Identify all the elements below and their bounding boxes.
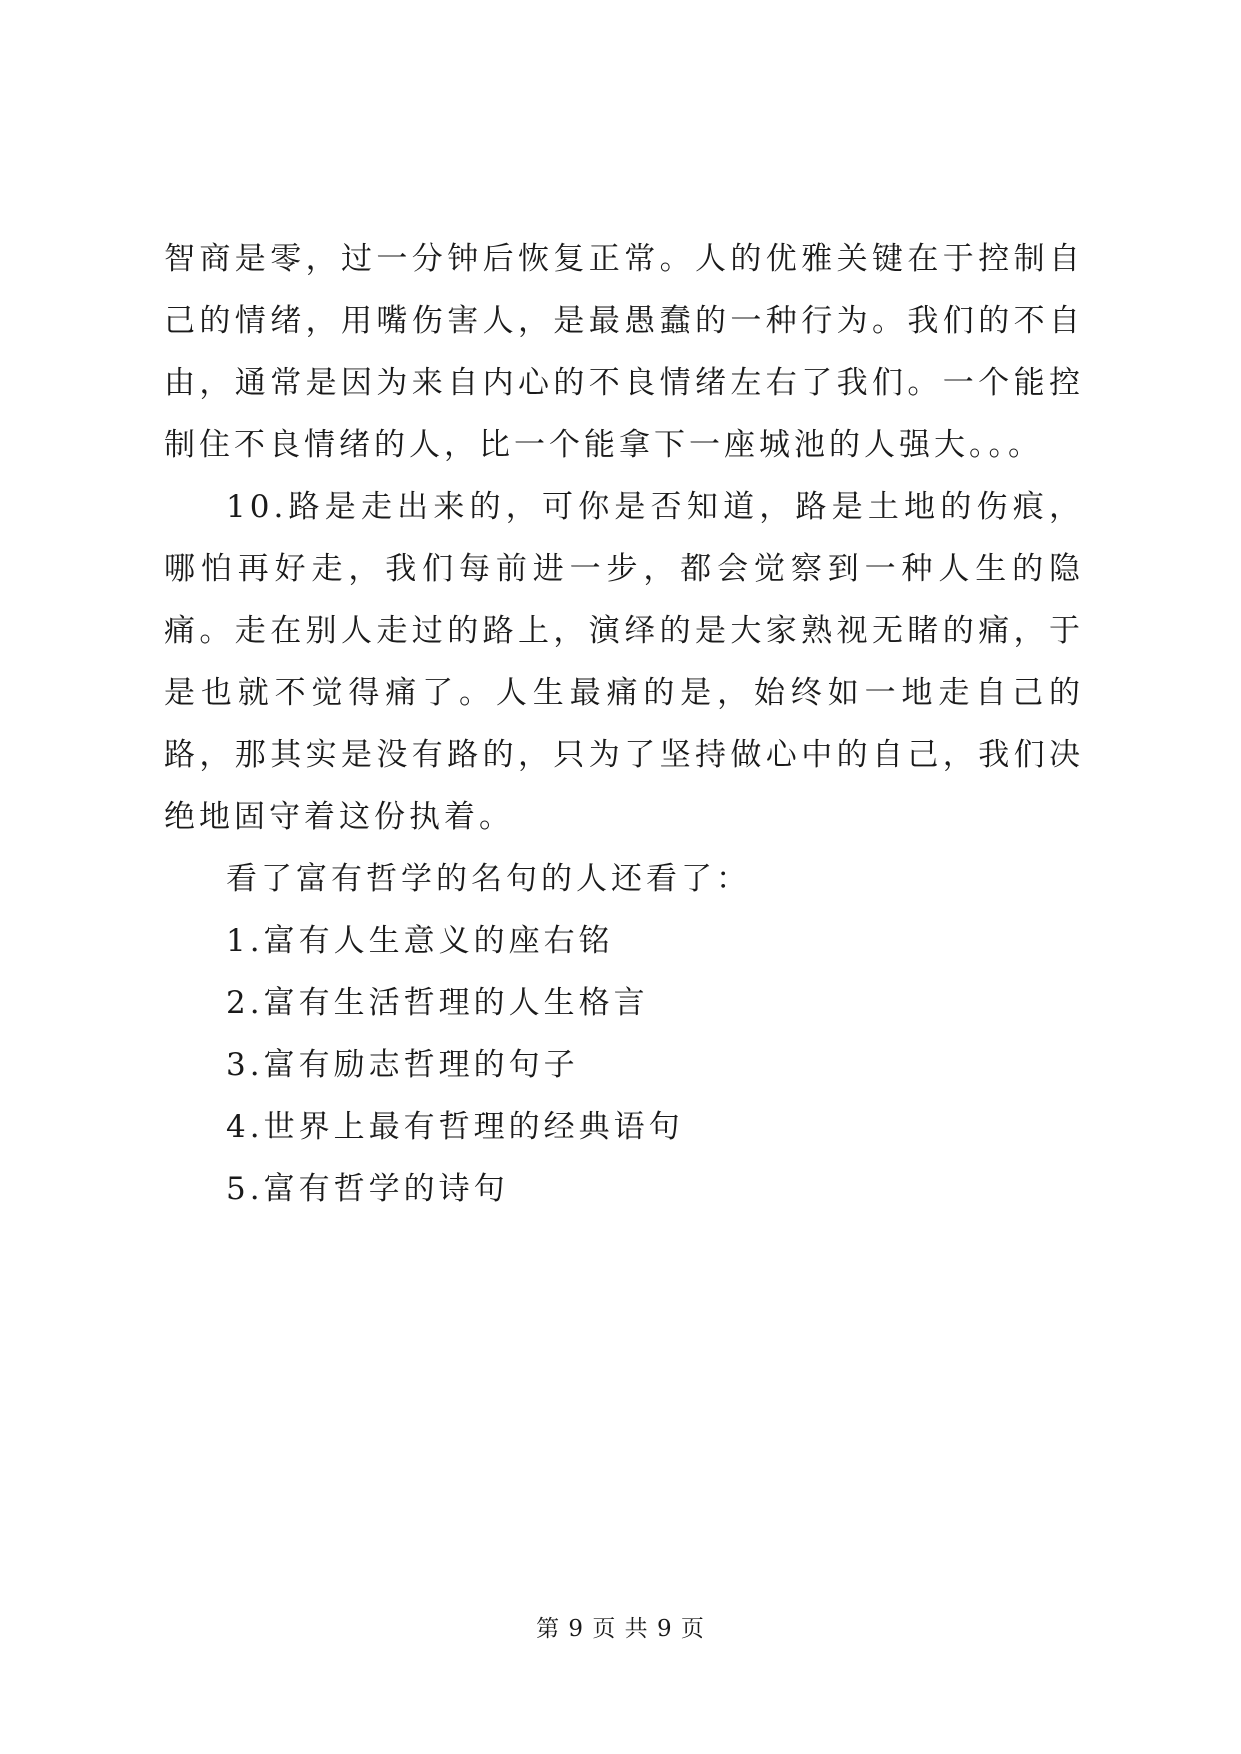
related-link-2[interactable]: 2.富有生活哲理的人生格言 bbox=[226, 985, 649, 1021]
related-link-4[interactable]: 4.世界上最有哲理的经典语句 bbox=[226, 1109, 684, 1145]
related-intro: 看了富有哲学的名句的人还看了： bbox=[226, 861, 751, 897]
page-indicator: 第 9 页 共 9 页 bbox=[536, 1616, 705, 1642]
related-link-3[interactable]: 3.富有励志哲理的句子 bbox=[226, 1047, 579, 1083]
related-link-5[interactable]: 5.富有哲学的诗句 bbox=[226, 1171, 509, 1207]
document-body bbox=[164, 228, 1084, 1220]
paragraph-10: 10.路是走出来的，可你是否知道，路是土地的伤痕，哪怕再好走，我们每前进一步，都会觉察到一种人生的隐痛。走在别人走过的路上，演绎的是大家熟视无睹的痛，于是也就不觉得痛了。人生最痛的是，始终如一地走自己的路，那其实是没有路的，只为了坚持做心中的自己，我们决绝地固守着这份执着。 bbox=[164, 489, 1084, 835]
paragraph-continued: 智商是零，过一分钟后恢复正常。人的优雅关键在于控制自己的情绪，用嘴伤害人，是最愚蠢的一种行为。我们的不自由，通常是因为来自内心的不良情绪左右了我们。一个能控制住不良情绪的人，比一个能拿下一座城池的人强大。。。 bbox=[164, 241, 1084, 463]
related-link-1[interactable]: 1.富有人生意义的座右铭 bbox=[226, 923, 614, 959]
page-footer bbox=[0, 1610, 1241, 1643]
